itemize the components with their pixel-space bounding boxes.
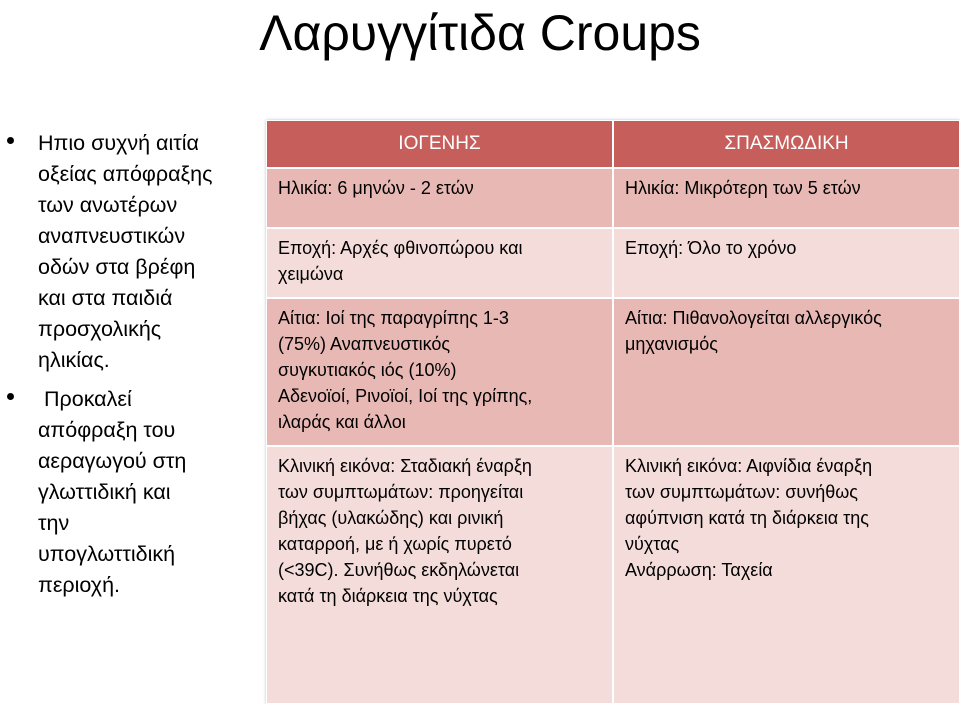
table-row-age	[267, 168, 959, 228]
column-header-spasmodic: ΣΠΑΣΜΩΔΙΚΗ	[613, 121, 959, 168]
bullet-line: γλωττιδική και	[38, 480, 171, 504]
table-cell	[267, 298, 613, 446]
bullet-line: προσχολικής	[38, 317, 162, 341]
cell-line: Εποχή: Αρχές φθινοπώρου και	[278, 238, 523, 258]
cell-line: Αδενοϊοί, Ρινοϊοί, Ιοί της γρίπης,	[278, 386, 533, 406]
cell-line: ιλαράς και άλλοι	[278, 412, 406, 432]
bullet-line: αναπνευστικών	[38, 224, 186, 248]
bullet-line: των ανωτέρων	[38, 193, 178, 217]
bullet-dot-icon	[7, 137, 14, 144]
cell-line: Ανάρρωση: Ταχεία	[625, 560, 773, 580]
bullet-line: περιοχή.	[38, 573, 121, 597]
table-cell	[267, 168, 613, 228]
cell-line: Αίτια: Πιθανολογείται αλλεργικός	[625, 308, 882, 328]
cell-line: (<39C). Συνήθως εκδηλώνεται	[278, 560, 520, 580]
cell-line: χειμώνα	[278, 264, 344, 284]
bullet-line: Προκαλεί	[38, 387, 132, 411]
table-header-row	[267, 121, 959, 168]
bullet-line: οξείας απόφραξης	[38, 162, 213, 186]
cell-line: των συμπτωμάτων: συνήθως	[625, 482, 858, 502]
column-header-viral: ΙΟΓΕΝΗΣ	[267, 121, 613, 168]
table-row-clinical	[267, 446, 959, 703]
cell-line: καταρροή, με ή χωρίς πυρετό	[278, 534, 512, 554]
cell-line: Ηλικία: 6 μηνών - 2 ετών	[278, 178, 474, 198]
cell-line: (75%) Αναπνευστικός	[278, 334, 451, 354]
table-cell	[267, 446, 613, 703]
cell-line: Κλινική εικόνα: Αιφνίδια έναρξη	[625, 456, 873, 476]
bullet-line: την	[38, 511, 70, 535]
bullet-item-2	[0, 384, 262, 601]
cell-line: συγκυτιακός ιός (10%)	[278, 360, 457, 380]
bullet-line: υπογλωττιδική	[38, 542, 176, 566]
cell-line: κατά τη διάρκεια της νύχτας	[278, 586, 498, 606]
table-row-season	[267, 228, 959, 298]
cell-line: των συμπτωμάτων: προηγείται	[278, 482, 524, 502]
cell-line: Εποχή: Όλο το χρόνο	[625, 238, 797, 258]
bullet-dot-icon	[7, 393, 14, 400]
cell-line: Ηλικία: Μικρότερη των 5 ετών	[625, 178, 861, 198]
table-cell	[613, 446, 959, 703]
table-row-causes	[267, 298, 959, 446]
bullet-line: οδών στα βρέφη	[38, 255, 196, 279]
bullet-item-1	[0, 128, 262, 376]
cell-line: βήχας (υλακώδης) και ρινική	[278, 508, 504, 528]
table-cell	[613, 228, 959, 298]
comparison-table	[266, 120, 960, 704]
bullet-line: και στα παιδιά	[38, 286, 173, 310]
slide-title: Λαρυγγίτιδα Croups	[259, 5, 701, 61]
cell-line: Αίτια: Ιοί της παραγρίπης 1-3	[278, 308, 509, 328]
cell-line: νύχτας	[625, 534, 680, 554]
cell-line: μηχανισμός	[625, 334, 718, 354]
bullet-list	[0, 128, 262, 601]
cell-line: αφύπνιση κατά τη διάρκεια της	[625, 508, 869, 528]
comparison-table-grid	[267, 121, 959, 703]
table-cell	[613, 168, 959, 228]
bullet-line: ηλικίας.	[38, 348, 110, 372]
bullet-line: Ηπιο συχνή αιτία	[38, 131, 199, 155]
bullet-line: απόφραξη του	[38, 418, 176, 442]
cell-line: Κλινική εικόνα: Σταδιακή έναρξη	[278, 456, 532, 476]
bullet-line: αεραγωγού στη	[38, 449, 187, 473]
table-cell	[613, 298, 959, 446]
table-cell	[267, 228, 613, 298]
